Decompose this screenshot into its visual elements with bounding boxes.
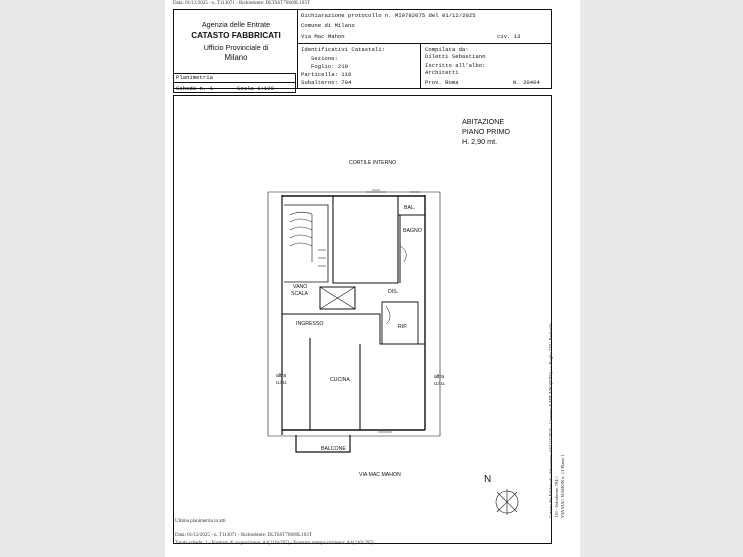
subalterno: Subalterno: 704 xyxy=(301,79,352,86)
side-vertical-text xyxy=(548,323,567,518)
ultima-planimetria: Ultima planimetria in atti xyxy=(175,519,226,524)
label-altra-east: altra xyxy=(434,374,445,380)
comune: Comune di Milano xyxy=(301,22,355,29)
plan-title-altezza: H. 2,90 mt. xyxy=(462,137,498,146)
label-ingresso: INGRESSO xyxy=(296,321,324,327)
top-stamp: Data: 01/12/2025 - n. T113071 - Richiedente: DLTSST70S09L103T xyxy=(173,1,310,6)
side-line-2: VIA MAC MAHON n. 13 Piano 1 xyxy=(560,454,566,518)
label-cucina: CUCINA xyxy=(330,377,350,383)
label-rip: RIP. xyxy=(398,324,408,330)
door-bagno xyxy=(400,246,406,262)
plan-title-abitazione: ABITAZIONE xyxy=(462,117,505,126)
label-scala: SCALA xyxy=(291,291,309,297)
identificativi-title: Identificativi Catastali: xyxy=(301,46,385,53)
numero-albo: N. 20404 xyxy=(513,79,540,86)
label-bagno: BAGNO xyxy=(403,228,422,234)
label-bal: BAL. xyxy=(404,205,416,211)
iscritto-value: Architetti xyxy=(425,69,459,76)
room-upper xyxy=(333,196,398,283)
label-uiu-west: u.i.u. xyxy=(276,380,288,386)
logo-agenzia: Agenzia delle Entrate xyxy=(201,20,271,29)
scala-label: Scala 1:100 xyxy=(237,85,274,92)
window-north xyxy=(366,190,386,192)
dichiarazione: Dichiarazione protocollo n. MI0792075 del 01/12/2025 xyxy=(301,12,476,19)
planimetria-label: Planimetria xyxy=(176,74,213,81)
civico: civ. 13 xyxy=(497,33,521,40)
stair-steps xyxy=(290,212,312,246)
iscritto-title: Iscritto all'albo: xyxy=(425,62,486,69)
label-street: VIA MAC MAHON xyxy=(359,472,401,478)
label-vano: VANO xyxy=(293,284,308,290)
sezione: Sezione: xyxy=(311,55,338,62)
logo-milano: Milano xyxy=(224,53,248,62)
logo-catasto: CATASTO FABBRICATI xyxy=(191,31,281,40)
north-label: N xyxy=(484,474,492,485)
foglio: Foglio: 219 xyxy=(311,63,348,70)
logo-ufficio: Ufficio Provinciale di xyxy=(203,43,269,52)
label-balcone: BALCONE xyxy=(321,446,346,452)
particella: Particella: 116 xyxy=(301,71,352,78)
lift-cross xyxy=(320,287,355,309)
scheda-number: Scheda n. 1 xyxy=(176,85,213,92)
compilata-title: Compilata da: xyxy=(425,46,469,53)
side-line-1: Catasto dei Fabbricati - Situazione al 01/12/2025 - Comune di MILANO(F205) - < Foglio 219 - Particella 116 - Subalterno 704 > xyxy=(548,323,560,518)
label-altra-west: altra xyxy=(276,373,287,379)
compilata-name: Diletti Sebastiano xyxy=(425,53,486,60)
via: Via Mac Mahon xyxy=(301,33,345,40)
label-cortile: CORTILE INTERNO xyxy=(349,160,397,166)
provincia: Prov. Roma xyxy=(425,79,459,86)
footer-formato: Totale schede: 1 - Formato di acquisizione: A4(210x297) - Formato stampa richiesto: A4(210x297) xyxy=(175,541,374,546)
label-uiu-east: u.i.u. xyxy=(434,381,446,387)
stair-flight xyxy=(312,214,326,266)
footer-stamp: Data: 01/12/2025 - n. T113071 - Richiedente: DLTSST70S09L103T xyxy=(175,533,312,538)
compass-icon xyxy=(496,489,518,515)
door-rip xyxy=(386,306,390,324)
cucina-walls xyxy=(310,338,360,430)
label-dis: DIS. xyxy=(388,289,399,295)
plan-title-piano: PIANO PRIMO xyxy=(462,127,510,136)
